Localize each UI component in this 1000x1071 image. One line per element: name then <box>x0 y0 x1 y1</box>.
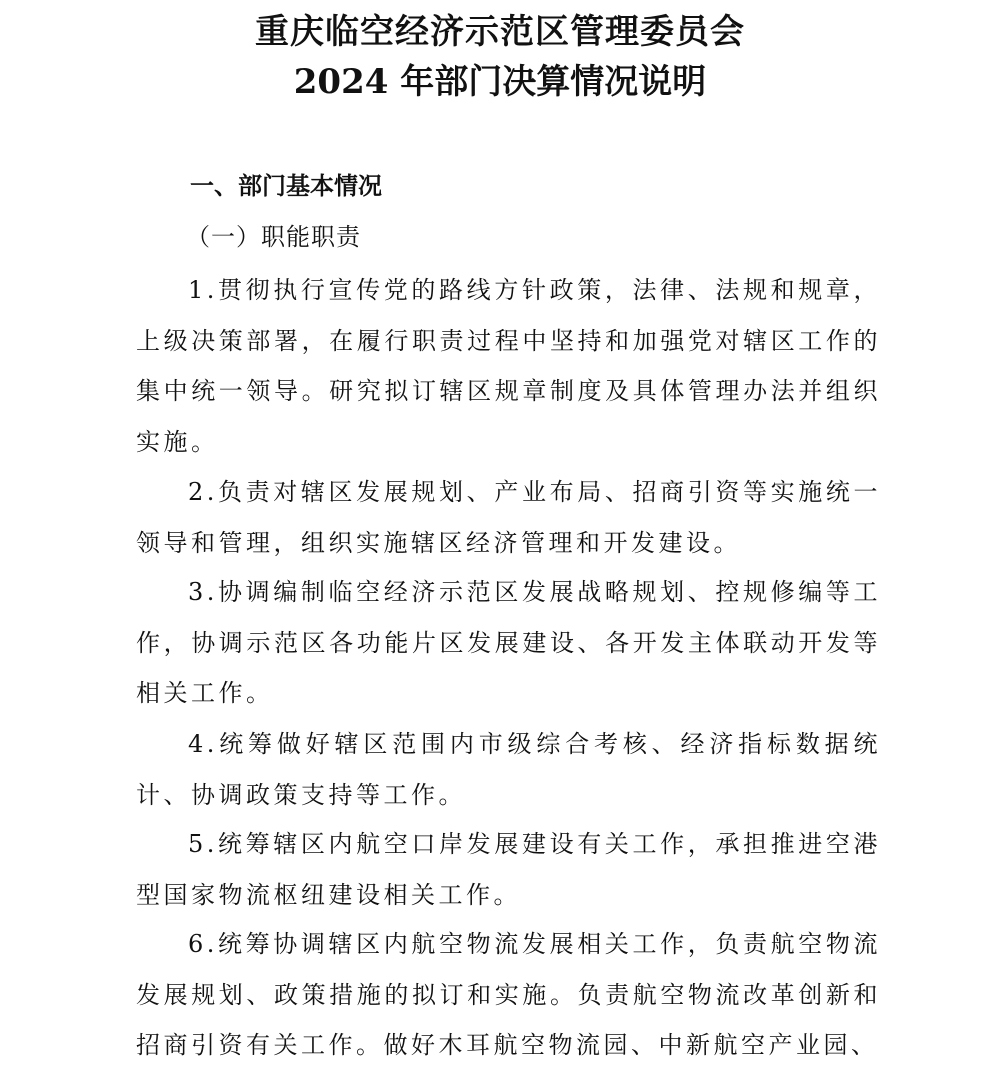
section-heading: 一、部门基本情况 <box>190 172 382 200</box>
paragraph-duty-3: 3.协调编制临空经济示范区发展战略规划、控规修编等工作，协调示范区各功能片区发展建设、各开发主体联动开发等相关工作。 <box>136 578 881 707</box>
paragraph-duty-5: 5.统筹辖区内航空口岸发展建设有关工作，承担推进空港型国家物流枢纽建设相关工作。 <box>136 830 881 909</box>
document-title-line-1: 重庆临空经济示范区管理委员会 <box>255 12 745 52</box>
document-title-line-2: 2024 年部门决算情况说明 <box>293 62 707 102</box>
paragraph-duty-1: 1.贯彻执行宣传党的路线方针政策，法律、法规和规章，上级决策部署，在履行职责过程中坚持和加强党对辖区工作的集中统一领导。研究拟订辖区规章制度及具体管理办法并组织实施。 <box>136 276 881 456</box>
paragraph-duty-4: 4.统筹做好辖区范围内市级综合考核、经济指标数据统计、协调政策支持等工作。 <box>136 730 881 809</box>
subsection-heading: （一）职能职责 <box>186 223 361 251</box>
paragraph-duty-6: 6.统筹协调辖区内航空物流发展相关工作，负责航空物流发展规划、政策措施的拟订和实施。负责航空物流改革创新和招商引资有关工作。做好木耳航空物流园、中新航空产业园、 <box>136 930 881 1059</box>
paragraph-duty-2: 2.负责对辖区发展规划、产业布局、招商引资等实施统一领导和管理，组织实施辖区经济管理和开发建设。 <box>136 478 881 557</box>
